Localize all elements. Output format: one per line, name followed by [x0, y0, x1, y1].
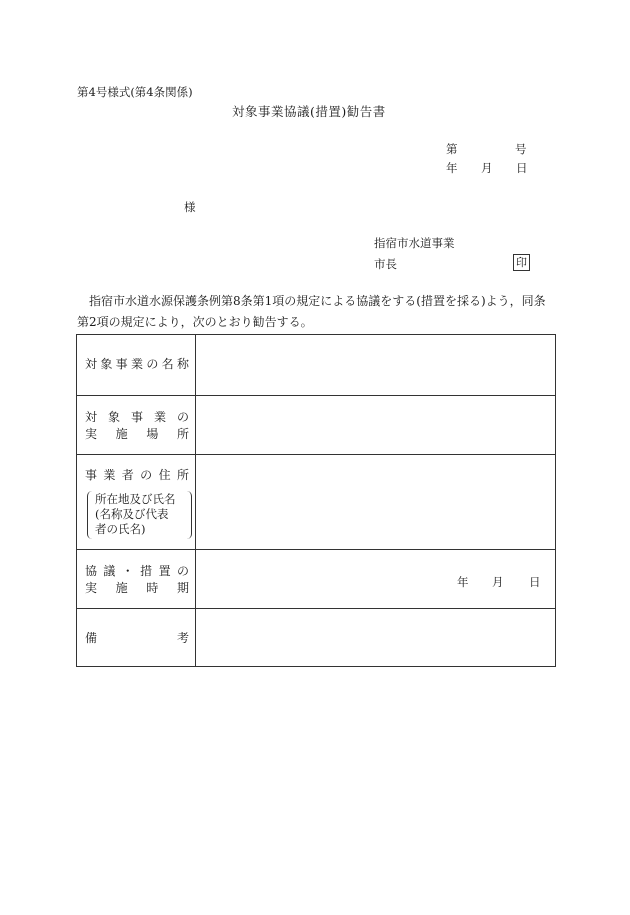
label-char: 期 [176, 581, 189, 595]
label-char: 実 [85, 427, 98, 441]
label-period-line1 [85, 564, 189, 578]
note-line-2: (名称及び代表 [95, 507, 169, 521]
label-period-line2 [85, 581, 189, 595]
date-month-label: 月 [481, 161, 493, 175]
label-cell [77, 550, 196, 609]
document-title: 対象事業協議(措置)勧告書 [232, 104, 386, 119]
label-project-name [85, 357, 189, 371]
label-char: 議 [103, 564, 116, 578]
value-implementation-period[interactable] [196, 550, 555, 609]
label-char: 措 [140, 564, 153, 578]
label-char: 対 [85, 410, 98, 424]
label-char: 施 [115, 581, 128, 595]
label-char: 時 [146, 581, 159, 595]
label-char: 事 [130, 410, 143, 424]
seal-stamp: 印 [513, 254, 530, 271]
date-day-label: 日 [516, 161, 528, 175]
label-char: 所 [176, 427, 189, 441]
label-char: 備 [85, 631, 98, 645]
doc-number-prefix: 第 [446, 142, 458, 156]
label-project-location-line2 [85, 427, 189, 441]
issuer-organization: 指宿市水道事業 [374, 236, 455, 250]
row-project-name [77, 335, 555, 395]
label-char: 業 [130, 357, 143, 371]
label-char: 称 [176, 357, 189, 371]
value-remarks[interactable] [196, 609, 555, 667]
label-char: 象 [100, 357, 113, 371]
period-year-label: 年 [457, 575, 469, 589]
label-cell [77, 396, 196, 455]
label-operator-address [85, 468, 189, 482]
value-project-location[interactable] [196, 396, 555, 455]
label-char: 所 [176, 468, 189, 482]
doc-number-suffix: 号 [515, 142, 527, 156]
label-cell [77, 609, 196, 667]
recipient-honorific: 様 [184, 200, 196, 214]
label-remarks [85, 631, 189, 645]
row-remarks [77, 608, 555, 667]
note-line-3: 者の氏名) [95, 522, 146, 536]
label-char: の [176, 410, 189, 424]
issuer-title: 市長 [374, 257, 397, 271]
period-month-label: 月 [492, 575, 504, 589]
label-char: 事 [85, 468, 98, 482]
label-char: 置 [158, 564, 171, 578]
label-project-location-line1 [85, 410, 189, 424]
label-char: 対 [85, 357, 98, 371]
label-char: ・ [121, 564, 134, 578]
row-project-location [77, 395, 555, 455]
label-char: 名 [161, 357, 174, 371]
label-cell [77, 455, 196, 550]
form-number-label: 第4号様式(第4条関係) [77, 85, 193, 99]
label-char: 施 [115, 427, 128, 441]
label-char: の [146, 357, 159, 371]
label-char: の [176, 564, 189, 578]
note-line-1: 所在地及び氏名 [95, 492, 176, 506]
label-char: の [140, 468, 153, 482]
label-char: 業 [153, 410, 166, 424]
date-year-label: 年 [446, 161, 458, 175]
row-operator-address [77, 454, 555, 550]
form-table [76, 334, 556, 667]
label-char: 考 [176, 631, 189, 645]
period-day-label: 日 [529, 575, 541, 589]
value-operator-address[interactable] [196, 455, 555, 550]
label-char: 場 [146, 427, 159, 441]
label-char: 実 [85, 581, 98, 595]
body-paragraph: 指宿市水道水源保護条例第8条第1項の規定による協議をする(措置を採る)よう，同条第2項の規定により，次のとおり勧告する。 [77, 294, 546, 329]
value-project-name[interactable] [196, 335, 555, 395]
label-char: 象 [107, 410, 120, 424]
label-char: 者 [121, 468, 134, 482]
label-char: 事 [115, 357, 128, 371]
row-implementation-period [77, 549, 555, 609]
label-char: 協 [85, 564, 98, 578]
label-char: 業 [103, 468, 116, 482]
label-char: 住 [158, 468, 171, 482]
label-cell [77, 335, 196, 395]
